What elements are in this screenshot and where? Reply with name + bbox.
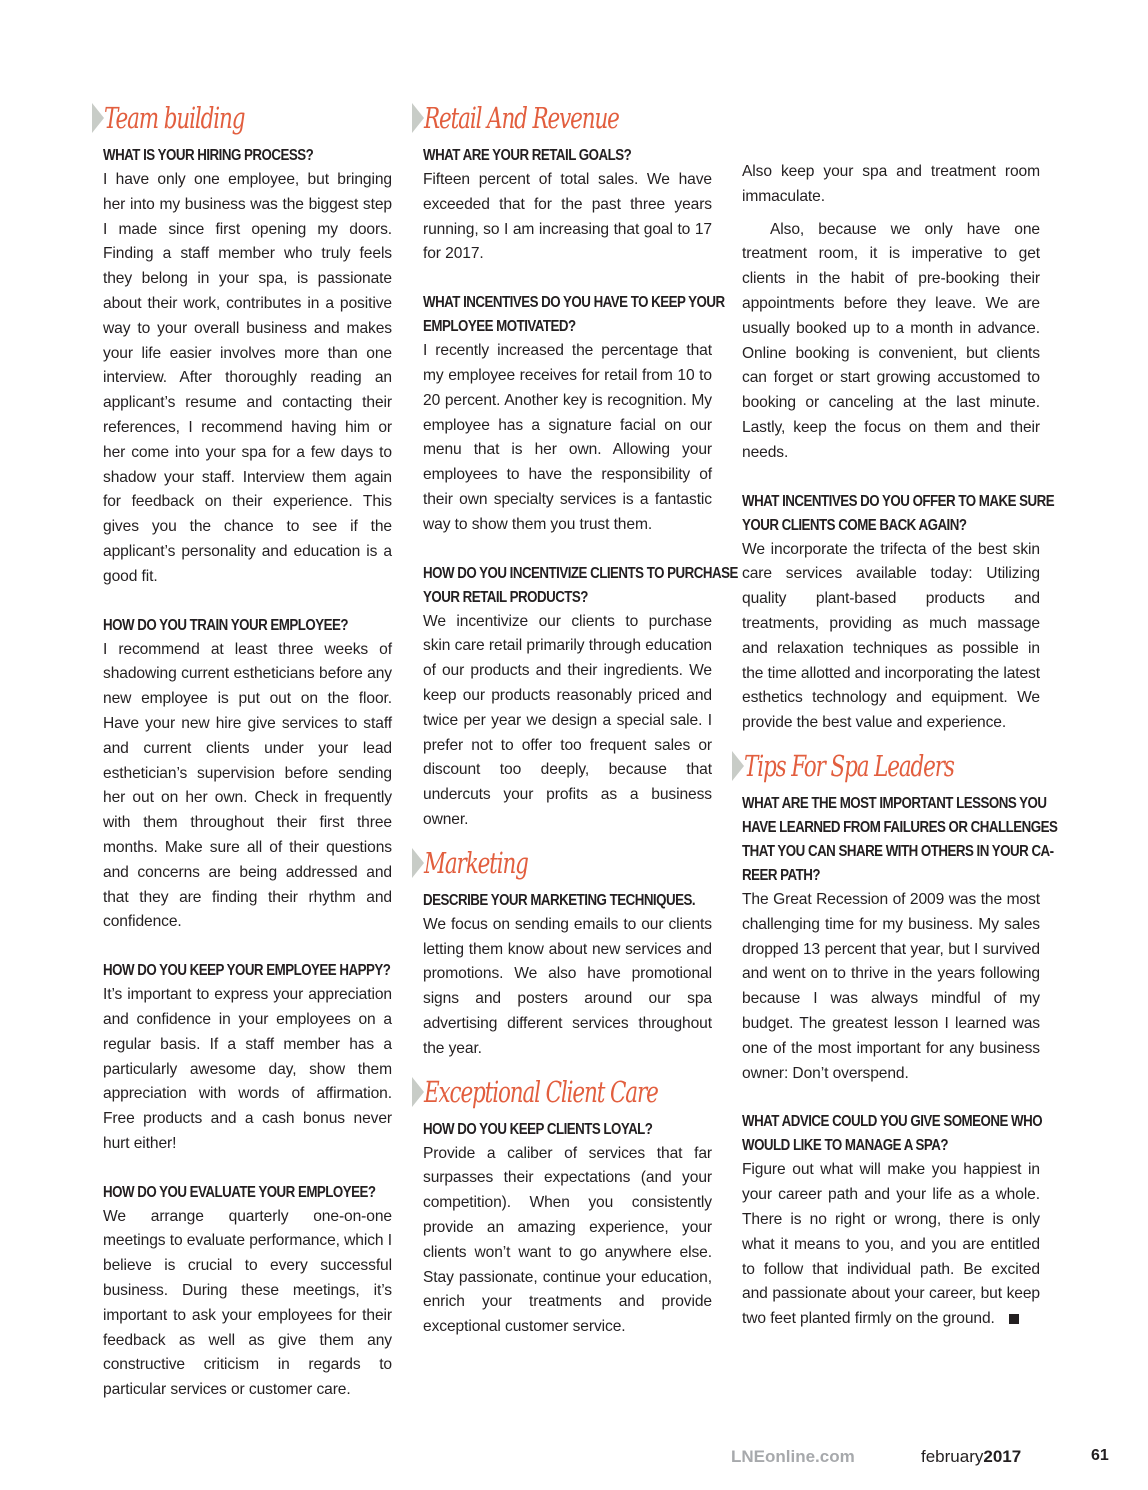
question-client-incentives-line2: YOUR RETAIL PRODUCTS?	[423, 588, 588, 606]
footer-year: 2017	[983, 1447, 1022, 1466]
question-return-line2: YOUR CLIENTS COME BACK AGAIN?	[742, 516, 967, 534]
arrow-marker-icon	[92, 103, 104, 133]
column-2	[412, 96, 738, 1364]
answer-retail-goals: Fifteen percent of total sales. We have exceeded that for the past three years running, so I am increasing that goal to 17 for 2017.	[423, 171, 712, 263]
answer-employee-incentives: I recently increased the percentage that my employee receives for retail from 10 to 20 percent. Another key is recognition. My employee has a signature facial on our menu that is her own. Allowing your employees to have the responsibility of their own specialty services is a fantastic way to show them you trust them.	[423, 342, 712, 533]
answer-advice	[742, 1158, 1040, 1332]
question-lessons-line2: HAVE LEARNED FROM FAILURES OR CHALLENGES	[742, 818, 1058, 836]
answer-lessons: The Great Recession of 2009 was the most challenging time for my business. My sales dropped 13 percent that year, but I survived and went on to thrive in the years following because I was always mindful of my budget. The greatest lesson I learned was one of the most important for any business owner: Don’t overspend.	[742, 890, 1040, 1082]
column-3	[732, 160, 1058, 1356]
answer-marketing: We focus on sending emails to our clients letting them know about new services and promotions. We also have promotional signs and posters around our spa advertising different services throughout the year.	[423, 915, 712, 1057]
column-1	[92, 96, 392, 1427]
question-lessons-line4: REER PATH?	[742, 866, 821, 884]
section-title: Exceptional Client Care	[424, 1074, 658, 1109]
question-client-incentives-line1: HOW DO YOU INCENTIVIZE CLIENTS TO PURCHASE	[423, 564, 738, 582]
answer-hiring: I have only one employee, but bringing her into my business was the biggest step I made since first opening my doors. Finding a staff member who truly feels they belong in your spa, is passionate about their work, contributes in a positive way to your overall business and makes your life easier involves more than one interview. After thoroughly reading an applicant’s resume and contacting their references, I recommend having him or her come into your spa for a few days to shadow your staff. Interview them again for feedback on their experience. This gives you the chance to see if the applicant’s personality and education is a good fit.	[103, 171, 392, 585]
section-title: Tips For Spa Leaders	[744, 748, 954, 783]
question-employee-incentives-line2: EMPLOYEE MOTIVATED?	[423, 318, 576, 336]
end-mark-icon	[1009, 1314, 1019, 1324]
page-footer	[0, 1447, 1148, 1477]
section-heading-retail	[412, 96, 712, 140]
answer-evaluate: We arrange quarterly one-on-one meetings to evaluate performance, which I believe is crucial to every successful business. During these meetings, it’s important to ask your employees for their feedback as well as give them any constructive criticism in regards to particular services or customer care.	[103, 1207, 392, 1399]
footer-site: LNEonline.com	[731, 1447, 855, 1466]
question-training: HOW DO YOU TRAIN YOUR EMPLOYEE?	[103, 616, 348, 634]
arrow-marker-icon	[412, 1077, 424, 1107]
answer-loyalty: Provide a caliber of services that far surpasses their expectations (and your competition). When you consistently provide an amazing experience, your clients won’t want to go anywhere else. Stay passionate, continue your education, enrich your treatments and provide exceptional customer service.	[423, 1144, 712, 1336]
section-heading-team-building	[92, 96, 392, 140]
continued-text-1: Also keep your spa and treatment room immaculate.	[742, 163, 1040, 205]
answer-return: We incorporate the trifecta of the best skin care services available today: Utilizing quality plant-based products and treatments, providing as much massage and relaxation techniques as possible in the time allotted and incorporating the latest esthetics technology and equipment. We provide the best value and experience.	[742, 540, 1040, 732]
section-heading-marketing	[412, 841, 712, 885]
footer-issue	[921, 1447, 1021, 1467]
arrow-marker-icon	[732, 751, 744, 781]
section-title: Team building	[104, 101, 245, 135]
question-advice-line2: WOULD LIKE TO MANAGE A SPA?	[742, 1137, 949, 1155]
section-heading-client-care	[412, 1070, 712, 1114]
answer-training: I recommend at least three weeks of shadowing current estheticians before any new employee is put out on the floor. Have your new hire give services to staff and current clients under your lead esthetician’s supervision before sending her out on her own. Check in frequently with them throughout their first three months. Make sure all of their questions and concerns are being addressed and that they are finding their rhythm and confidence.	[103, 640, 392, 931]
section-title: Marketing	[424, 845, 528, 880]
question-marketing: DESCRIBE YOUR MARKETING TECHNIQUES.	[423, 891, 696, 909]
question-return-line1: WHAT INCENTIVES DO YOU OFFER TO MAKE SURE	[742, 492, 1055, 510]
answer-happy: It’s important to express your appreciation and confidence in your employees on a regular basis. If a staff member has a particularly awesome day, show them appreciation with words of affirmation. Free products and a cash bonus never hurt either!	[103, 986, 392, 1152]
continued-text-2: Also, because we only have one treatment room, it is imperative to get clients in the habit of pre-booking their appointments before they leave. We are usually booked up to a month in advance. Online booking is convenient, but clients can forget or start growing accustomed to booking or canceling at the last minute. Lastly, keep the focus on them and their needs.	[742, 220, 1040, 461]
question-employee-incentives-line1: WHAT INCENTIVES DO YOU HAVE TO KEEP YOUR	[423, 294, 725, 312]
question-retail-goals: WHAT ARE YOUR RETAIL GOALS?	[423, 147, 632, 164]
question-evaluate: HOW DO YOU EVALUATE YOUR EMPLOYEE?	[103, 1183, 376, 1201]
question-lessons-line3: THAT YOU CAN SHARE WITH OTHERS IN YOUR CA-	[742, 842, 1054, 860]
section-heading-tips	[732, 744, 1040, 788]
answer-advice-text: Figure out what will make you happiest in your career path and your life as a whole. There is no right or wrong, there is only what it means to you, and you are entitled to follow that individual path. Be excited and passionate about your career, but keep two feet planted firmly on the ground.	[742, 1161, 1040, 1328]
arrow-marker-icon	[412, 848, 424, 878]
page-number: 61	[1091, 1447, 1109, 1464]
question-happy: HOW DO YOU KEEP YOUR EMPLOYEE HAPPY?	[103, 962, 391, 980]
answer-client-incentives: We incentivize our clients to purchase skin care retail primarily through education of our products and their ingredients. We keep our products reasonably priced and twice per year we design a special sale. I prefer not to offer too frequent sales or discount too deeply, because that undercuts your profits as a business owner.	[423, 612, 712, 828]
question-advice-line1: WHAT ADVICE COULD YOU GIVE SOMEONE WHO	[742, 1113, 1043, 1131]
question-lessons-line1: WHAT ARE THE MOST IMPORTANT LESSONS YOU	[742, 794, 1047, 812]
question-loyalty: HOW DO YOU KEEP CLIENTS LOYAL?	[423, 1120, 653, 1138]
footer-month: february	[921, 1447, 984, 1466]
arrow-marker-icon	[412, 103, 424, 133]
section-title: Retail And Revenue	[424, 101, 619, 135]
question-hiring: WHAT IS YOUR HIRING PROCESS?	[103, 147, 314, 164]
